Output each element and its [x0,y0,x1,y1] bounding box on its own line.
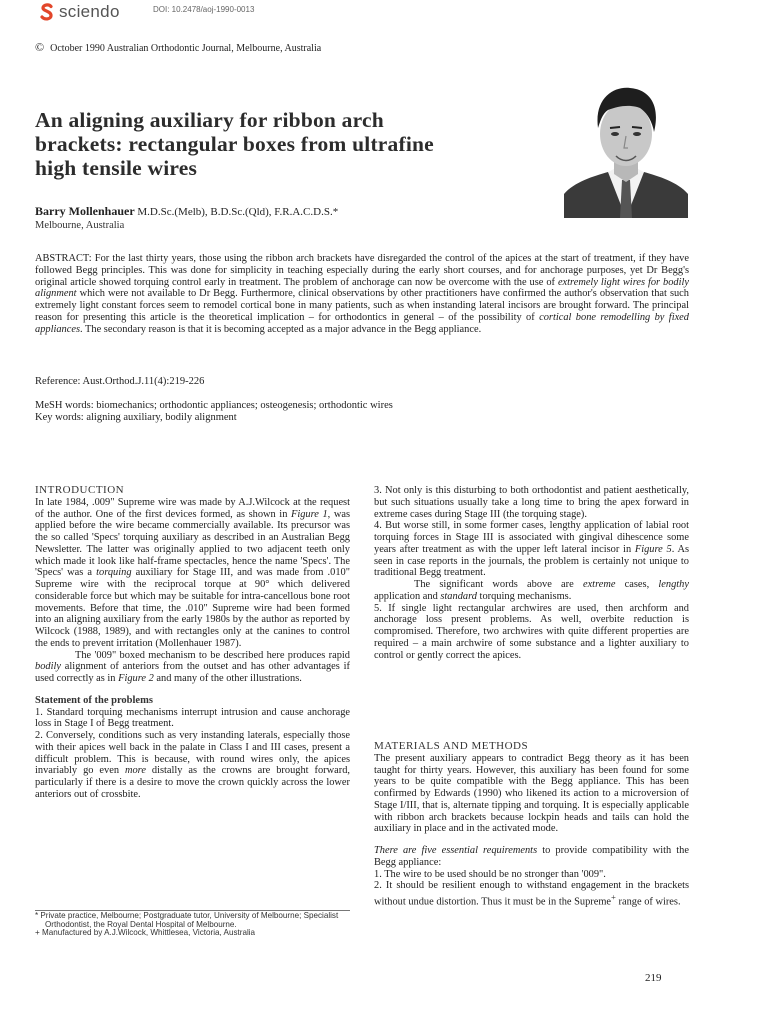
logo-text: sciendo [59,2,120,21]
reference-line: Reference: Aust.Orthod.J.11(4):219-226 [35,376,205,387]
list-item: 1. Standard torquing mechanisms interrupt intrusion and cause anchorage loss in Stage I of Begg treatment. [35,706,350,730]
right-column [374,485,689,661]
author-portrait-icon [564,76,688,218]
subheading-problems: Statement of the problems [35,694,153,706]
paragraph: The significant words above are extreme cases, lengthy application and standard torquing mechanisms. [374,579,689,602]
abstract-emphasis: extremely light wires for bodily alignment [35,276,689,300]
copyright-line [35,40,321,55]
list-item: 3. Not only is this disturbing to both orthodontist and patient aesthetically, but such situations usually take a long time to bring the apex forward in extreme cases during Stage III (the torquing stage). [374,485,689,520]
footnote: * Private practice, Melbourne; Postgraduate tutor, University of Melbourne; Specialist Orthodontist, the Royal Dental Hospital of Melbourne. [35,911,339,929]
author-degrees: M.D.Sc.(Melb), B.D.Sc.(Qld), F.R.A.C.D.S.* [134,206,339,218]
abstract-emphasis: cortical bone remodelling by fixed appliances [35,311,689,335]
abstract-label: ABSTRACT: [35,253,92,264]
author-photo [564,76,688,218]
figure-reference: Figure 1 [290,508,328,520]
author-line [35,204,338,219]
footnote: + Manufactured by A.J.Wilcock, Whittlesea, Victoria, Australia [35,928,256,938]
copyright-icon: © [35,40,45,54]
figure-reference: Figure 2 [118,673,154,684]
article-title: An aligning auxiliary for ribbon arch brackets: rectangular boxes from ultrafine high tensile wires [35,108,434,180]
left-column [35,485,350,801]
paragraph: The present auxiliary appears to contradict Begg theory as it has been taught for thirty years. However, this auxiliary has been found for some years to be quite compatible with the Begg appliance. This has been confirmed by Edwards (1990) who likened its action to a microversion of Stage I/III, that is, alternate tipping and torquing. It is especially applicable with ribbon arch brackets because lockpin heads and tails can hold the auxiliary in place and in the activated mode. [374,752,689,835]
doi[interactable]: DOI: 10.2478/aoj-1990-0013 [153,5,255,14]
copyright-text: October 1990 Australian Orthodontic Journal, Melbourne, Australia [50,43,322,54]
list-item: 1. The wire to be used should be no stronger than '009". [374,868,606,880]
list-item: 2. Conversely, conditions such as very instanding laterals, especially those with their apices well back in the palate in Class I and III cases, present a difficult problem. This is because, with round wires only, the apices invariably go even more distally as the crowns are brought forward, particularly if there is a desire to move the crown quickly across the lower anteriors out of crossbite. [35,730,350,800]
footnotes [35,912,353,938]
right-column-methods [374,741,689,908]
figure-reference: Figure 5 [634,543,672,555]
paragraph: The '009" boxed mechanism to be described here produces rapid bodily alignment of anteriors from the outset and has other advantages if used correctly as in Figure 2 and many of the other illustrations. [35,649,350,684]
abstract: ABSTRACT: For the last thirty years, those using the ribbon arch brackets have disregarded the control of the apices at the start of treatment, if they have followed Begg principles. This was done for simplicity in teaching especially during the early short courses, and for anchorage purposes, yet Dr Begg's original article showed torquing control early in treatment. The problem of anchorage can now be overcome with the use of extremely light wires for bodily alignment which were not available to Dr Begg. Furthermore, clinical observations by other practitioners have confirmed the author's observation that such extremely light constant forces seem to remodel cortical bone in many patients, such as when instanding lateral incisors are brought forward. The principal reason for presenting this article is the theoretical implication – for orthodontics in general – of the possibility of cortical bone remodelling by fixed appliances. The secondary reason is that it is becoming accepted as a major advance in the Begg appliance. [35,253,689,335]
mesh-words: MeSH words: biomechanics; orthodontic appliances; osteogenesis; orthodontic wires [35,400,393,411]
section-heading-materials-methods: MATERIALS AND METHODS [374,740,529,752]
key-words: Key words: aligning auxiliary, bodily alignment [35,411,237,423]
list-item: 4. But worse still, in some former cases, lengthy application of labial root torquing forces in Stage III is associated with gingival dihescence some years after treatment as with the upper left lateral incisor in Figure 5. As seen in case reports in the journals, the problem is certainly not unique to traditional Begg treatment. [374,520,690,579]
keywords-block [35,400,393,423]
paragraph: In late 1984, .009" Supreme wire was made by A.J.Wilcock at the request of the author. One of the first devices formed, as shown in Figure 1, was applied before the wire became commercially available. Its precursor was the so called 'Specs' torquing auxiliary as described in an Australian Begg Newsletter. The latter was originally applied to two adjacent teeth only which made it look like half-frame spectacles, hence the name 'Specs'. The 'Specs' was a torquing auxiliary for Stage III, and was made from .010" Supreme wire with the reciprocal torque at 90° which delivered considerable force but which may be suitable for intra-cancellous bone root movements. Before that time, the .010" Supreme wire had been formed into an aligning auxiliary from the early 1980s by the author as reported by Wilcock (1988, 1989), and with rectangles only at the canines to control the ends to prevent irritation (Mollenhauer 1987). [35,496,351,649]
section-heading-introduction: INTRODUCTION [35,484,125,496]
author-location: Melbourne, Australia [35,220,125,231]
sciendo-logo-icon [40,3,54,21]
list-item: 5. If single light rectangular archwires are used, then archform and anchorage loss present problems. As well, overbite reduction is compromised. Therefore, two archwires with quite different properties are required – a main archwire of some substance and a lighter auxiliary to control or gently correct the apices. [374,602,689,661]
paragraph: There are five essential requirements to provide compatibility with the Begg appliance: [374,845,689,868]
list-item: 2. It should be resilient enough to withstand engagement in the brackets without undue distortion. Thus it must be in the Supreme+ range of wires. [374,880,689,908]
page-number: 219 [645,972,662,984]
publisher-logo [40,2,120,22]
author-name: Barry Mollenhauer [35,204,135,218]
